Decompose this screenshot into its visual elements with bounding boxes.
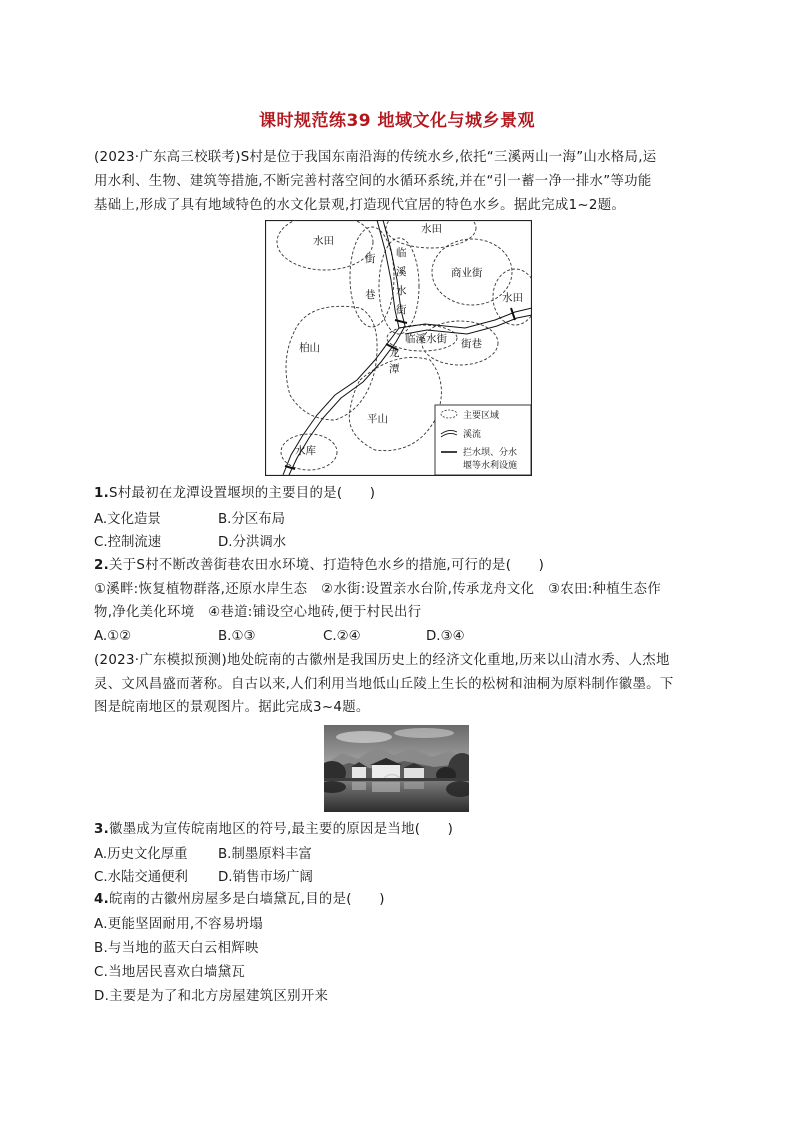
label-linxi-2: 溪	[396, 266, 407, 278]
label-linxi-4: 街	[396, 304, 407, 316]
q3-option-b: B.制墨原料丰富	[218, 847, 312, 862]
q4-option-b: B.与当地的蓝天白云相辉映	[94, 941, 259, 956]
intro1-line-3: 基础上,形成了具有地域特色的水文化景观,打造现代宜居的特色水乡。据此完成1~2题。	[94, 198, 626, 213]
label-jiexiang-2: 巷	[365, 289, 376, 301]
q1-option-c: C.控制流速	[94, 535, 162, 550]
label-jiexiang-h: 街巷	[461, 338, 482, 350]
label-shangyejie: 商业街	[451, 267, 483, 279]
label-linxi-3: 水	[396, 285, 407, 297]
q3-option-a: A.历史文化厚重	[94, 847, 188, 862]
q4-option-c: C.当地居民喜欢白墙黛瓦	[94, 965, 246, 980]
label-shuitian-top: 水田	[421, 223, 442, 235]
q2-option-a: A.①②	[94, 629, 132, 644]
legend-dam-1: 拦水坝、分水	[463, 448, 518, 458]
q3-number: 3.	[94, 822, 110, 837]
q3-option-d: D.销售市场广阔	[218, 870, 313, 885]
legend-stream: 溪流	[463, 430, 482, 440]
q4-option-a: A.更能坚固耐用,不容易坍塌	[94, 917, 263, 932]
label-shuitian-right: 水田	[502, 292, 523, 304]
intro1-line-1: (2023·广东高三校联考)S村是位于我国东南沿海的传统水乡,依托“三溪两山一海”山水格局,运	[94, 150, 657, 165]
legend-dam-2: 堰等水利设施	[463, 461, 518, 471]
q2-number: 2.	[94, 558, 110, 573]
label-pingshan: 平山	[367, 413, 388, 425]
intro2-line-2: 灵、文风昌盛而著称。自古以来,人们利用当地低山丘陵上生长的松树和油桐为原料制作徽墨。下	[94, 677, 674, 692]
intro1-line-2: 用水利、生物、建筑等措施,不断完善村落空间的水循环系统,并在“引一蓄一净一排水”等功能	[94, 174, 652, 189]
q2-option-b: B.①③	[218, 629, 256, 644]
q2-option-c: C.②④	[323, 629, 361, 644]
q2-items-line-1: ①溪畔:恢复植物群落,还原水岸生态 ②水街:设置亲水台阶,传承龙舟文化 ③农田:种植生态作	[94, 582, 662, 597]
label-linxi-1: 临	[396, 247, 407, 259]
q4-text: 皖南的古徽州房屋多是白墙黛瓦,目的是( )	[109, 892, 385, 907]
q3-option-c: C.水陆交通便利	[94, 870, 188, 885]
q1-stem	[94, 484, 704, 504]
q1-option-a: A.文化造景	[94, 512, 161, 527]
q1-number: 1.	[94, 486, 110, 501]
q2-items-line-2: 物,净化美化环境 ④巷道:铺设空心地砖,便于村民出行	[94, 605, 422, 620]
q2-option-d: D.③④	[426, 629, 465, 644]
huizhou-landscape-photo	[324, 725, 469, 812]
label-longtan-2: 潭	[389, 363, 400, 375]
q2-stem	[94, 556, 704, 576]
label-linxishuijie-h: 临溪水街	[405, 333, 447, 345]
label-longtan-1: 龙	[389, 347, 400, 359]
q4-number: 4.	[94, 892, 110, 907]
village-water-map	[265, 220, 532, 476]
q2-text: 关于S村不断改善街巷农田水环境、打造特色水乡的措施,可行的是( )	[109, 558, 545, 573]
q4-stem	[94, 890, 704, 910]
q3-stem	[94, 820, 704, 840]
label-jiexiang-1: 街	[365, 253, 376, 265]
intro2-line-1: (2023·广东模拟预测)地处皖南的古徽州是我国历史上的经济文化重地,历来以山清水秀、人杰地	[94, 653, 670, 668]
q3-text: 徽墨成为宣传皖南地区的符号,最主要的原因是当地( )	[109, 822, 454, 837]
page-title: 课时规范练39 地域文化与城乡景观	[258, 111, 536, 131]
q1-option-b: B.分区布局	[218, 512, 286, 527]
label-baishan: 柏山	[299, 342, 320, 354]
legend-area: 主要区域	[463, 411, 500, 421]
map-legend	[435, 405, 531, 475]
q4-option-d: D.主要是为了和北方房屋建筑区别开来	[94, 989, 329, 1004]
q1-option-d: D.分洪调水	[218, 535, 287, 550]
label-shuitian-left: 水田	[313, 235, 334, 247]
intro2-line-3: 图是皖南地区的景观图片。据此完成3~4题。	[94, 700, 370, 715]
q1-text: S村最初在龙潭设置堰坝的主要目的是( )	[109, 486, 376, 501]
label-shuiku: 水库	[295, 445, 316, 457]
